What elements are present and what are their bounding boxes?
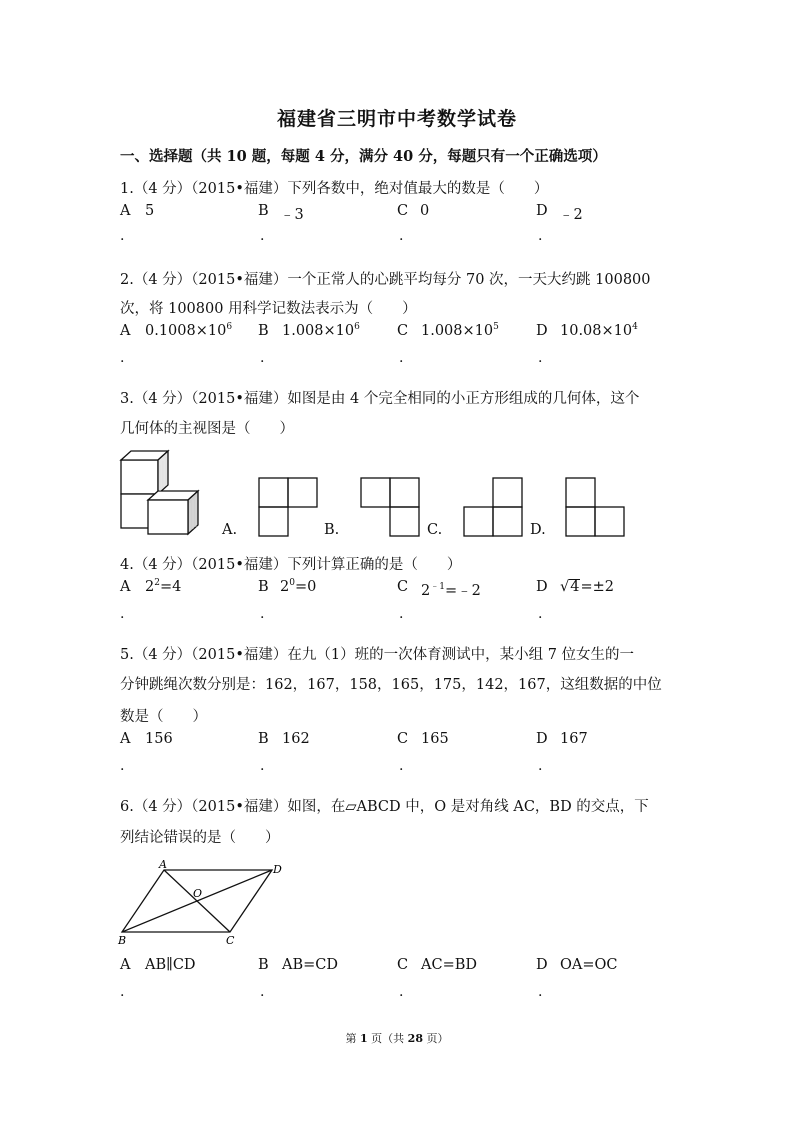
option-letter: D bbox=[536, 203, 548, 219]
question-3-text-cont: 几何体的主视图是（ ） bbox=[120, 421, 294, 437]
figure-label-a: A. bbox=[222, 522, 238, 538]
option-letter: A bbox=[120, 579, 131, 595]
option-text: $1.008\times 10^6$ bbox=[282, 322, 360, 339]
question-6-text-cont: 列结论错误的是（ ） bbox=[120, 830, 280, 846]
option-letter: A bbox=[120, 323, 131, 339]
page-footer: 第 1 页（共 28 页） bbox=[345, 1032, 449, 1045]
option-letter: B bbox=[258, 731, 269, 747]
option-letter: B bbox=[258, 957, 269, 973]
option-text: $1.008\times 10^5$ bbox=[421, 322, 499, 339]
parallelogram-lines bbox=[122, 870, 272, 932]
option-text: ﹣3 bbox=[280, 207, 304, 223]
figure-label-c: C. bbox=[427, 522, 443, 538]
page-title: 福建省三明市中考数学试卷 bbox=[276, 108, 517, 130]
cube-figures bbox=[115, 445, 675, 545]
option-text: 165 bbox=[421, 731, 449, 747]
page-number: 1 bbox=[360, 1032, 368, 1045]
option-letter: C bbox=[397, 957, 409, 973]
figure-label-b: B. bbox=[324, 522, 340, 538]
option-text: $2^0=0$ bbox=[280, 578, 317, 595]
option-letter: A bbox=[120, 203, 131, 219]
parallelogram-figure bbox=[112, 855, 292, 950]
figure-label-d: D. bbox=[530, 522, 546, 538]
front-view-b bbox=[361, 478, 419, 536]
front-view-a bbox=[259, 478, 317, 536]
section-heading: 一、选择题（共 10 题，每题 4 分，满分 40 分，每题只有一个正确选项） bbox=[120, 148, 607, 165]
option-text: 167 bbox=[560, 731, 588, 747]
option-letter: B bbox=[258, 323, 269, 339]
isometric-cubes bbox=[121, 451, 198, 534]
option-letter: D bbox=[536, 731, 548, 747]
option-text: √4=±2 bbox=[560, 579, 615, 595]
option-text: 5 bbox=[145, 203, 155, 219]
option-text: OA=OC bbox=[560, 957, 618, 973]
option-text: 156 bbox=[145, 731, 173, 747]
question-1-text: 1.（4 分）（2015•福建）下列各数中，绝对值最大的数是（ ） bbox=[120, 181, 549, 197]
option-text: AB=CD bbox=[282, 957, 338, 973]
question-5-text-cont: 分钟跳绳次数分别是：162，167，158，165，175，142，167，这组数据的中位 bbox=[120, 677, 662, 693]
option-text: $2^{﹣1}=﹣2$ bbox=[421, 582, 481, 599]
vertex-d: D bbox=[273, 863, 282, 876]
question-3-text: 3.（4 分）（2015•福建）如图是由 4 个完全相同的小正方形组成的几何体，这个 bbox=[120, 391, 640, 407]
vertex-b: B bbox=[118, 934, 127, 947]
option-letter: C bbox=[397, 579, 409, 595]
option-letter: D bbox=[536, 579, 548, 595]
option-text: $0.1008\times 10^6$ bbox=[145, 322, 233, 339]
question-5-text: 5.（4 分）（2015•福建）在九（1）班的一次体育测试中，某小组 7 位女生的一 bbox=[120, 647, 635, 663]
total-pages: 28 bbox=[407, 1032, 423, 1045]
question-2-text-cont: 次，将 100800 用科学记数法表示为（ ） bbox=[120, 301, 417, 317]
question-6-text: 6.（4 分）（2015•福建）如图，在▱ABCD 中，O 是对角线 AC，BD 的交点，下 bbox=[120, 799, 649, 815]
vertex-c: C bbox=[226, 934, 235, 947]
option-letter: B bbox=[258, 579, 269, 595]
question-5-text-cont2: 数是（ ） bbox=[120, 709, 207, 725]
option-letter: C bbox=[397, 731, 409, 747]
question-4-text: 4.（4 分）（2015•福建）下列计算正确的是（ ） bbox=[120, 557, 462, 573]
option-text: 162 bbox=[282, 731, 310, 747]
option-text: AB∥CD bbox=[145, 957, 196, 973]
option-text: 0 bbox=[420, 203, 430, 219]
vertex-a: A bbox=[159, 858, 167, 871]
option-letter: D bbox=[536, 323, 548, 339]
radicand: 4 bbox=[570, 579, 580, 595]
front-view-c bbox=[464, 478, 522, 536]
option-letter: B bbox=[258, 203, 269, 219]
option-letter: A bbox=[120, 731, 131, 747]
option-letter: C bbox=[397, 203, 409, 219]
center-o: O bbox=[193, 887, 203, 900]
option-text: AC=BD bbox=[421, 957, 477, 973]
option-letter: D bbox=[536, 957, 548, 973]
option-text: $10.08\times 10^4$ bbox=[560, 322, 638, 339]
front-view-d bbox=[566, 478, 624, 536]
option-letter: C bbox=[397, 323, 409, 339]
option-letter: A bbox=[120, 957, 131, 973]
option-text: ﹣2 bbox=[559, 207, 583, 223]
option-text: $2^2=4$ bbox=[145, 578, 182, 595]
question-2-text: 2.（4 分）（2015•福建）一个正常人的心跳平均每分 70 次，一天大约跳 100800 bbox=[120, 272, 651, 288]
